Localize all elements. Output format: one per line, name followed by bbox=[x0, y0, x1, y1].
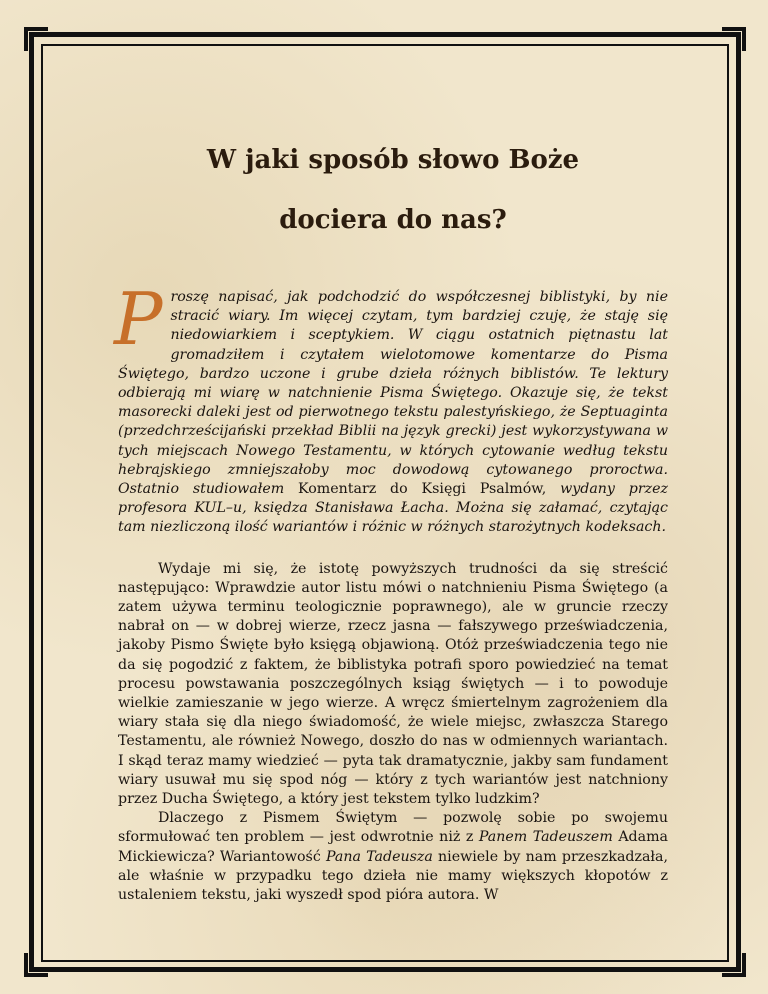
paragraph bbox=[118, 809, 668, 905]
letter-text-2: wydany przez profesora KUL–u, księdza Stanisława Łacha. Można się załamać, czytając tam niezliczoną ilość wariantów i różnic w różnych starożytnych kodeksach. bbox=[118, 481, 669, 536]
reader-letter bbox=[114, 277, 669, 538]
paragraph: Wydaje mi się, że istotę powyższych trudności da się streścić następująco: Wprawdzie autor listu mówi o natchnieniu Pisma Świętego (a zatem używa terminu teologicznie poprawnego), ale w gruncie rzeczy nabrał on — w dobrej wierze, rzecz jasna — fałszywego przeświadczenia, jakoby Pismo Święte było księgą objawioną. Otóż przeświadczenia tego nie da się pogodzić z faktem, że biblistyka potrafi sporo powiedzieć na temat procesu powstawania poszczególnych ksiąg świętych — i to powoduje wielkie zamieszanie w jego wierze. A wręcz śmiertelnym zagrożeniem dla wiary stała się dla niego świadomość, że wiele miejsc, zwłaszcza Starego Testamentu, ale również Nowego, doszło do nas w odmiennych wariantach. I skąd teraz mamy wiedzieć — pyta tak dramatycznie, jakby sam fundament wiary usuwał mu się spod nóg — który z tych wariantów jest natchniony przez Ducha Świętego, a który jest tekstem tylko ludzkim? bbox=[118, 560, 668, 808]
paragraph-text: Dlaczego z Pismem Świętym — pozwolę sobie po swojemu sformułować ten problem — jest odwrotnie niż z bbox=[118, 810, 668, 846]
title-line-2: dociera do nas? bbox=[279, 205, 507, 235]
italic-title: Panem Tadeuszem bbox=[478, 829, 613, 846]
book-title: Komentarz do Księgi Psalmów, bbox=[298, 481, 547, 498]
page-title bbox=[118, 130, 668, 250]
title-line-1: W jaki sposób słowo Boże bbox=[206, 145, 580, 175]
drop-cap: P bbox=[114, 277, 163, 361]
corner-ornament bbox=[24, 953, 48, 977]
article bbox=[114, 130, 669, 905]
corner-ornament bbox=[722, 953, 746, 977]
corner-ornament bbox=[722, 27, 746, 51]
paragraph-text: niewiele by nam przeszkadzała, ale właśnie w przypadku tego dzieła nie mamy większych kłopotów z ustaleniem tekstu, jaki wyszedł spod pióra autora. W bbox=[118, 848, 668, 904]
italic-title: Pana Tadeusza bbox=[326, 848, 433, 865]
paragraph-text: Adama Mickiewicza? Wariantowość bbox=[118, 829, 669, 865]
corner-ornament bbox=[24, 27, 48, 51]
answer-body bbox=[118, 560, 668, 906]
letter-text-1: roszę napisać, jak podchodzić do współczesnej biblistyki, by nie stracić wiary. Im więcej czytam, tym bardziej czuję, że staję się niedowiarkiem i sceptykiem. W ciągu ostatnich piętnastu lat gromadziłem i czytałem wielotomowe komentarze do Pisma Świętego, bardzo uczone i grube dzieła różnych biblistów. Te lektury odbierają mi wiarę w natchnienie Pisma Świętego. Okazuje się, że tekst masorecki daleki jest od pierwotnego tekstu palestyńskiego, że Septuaginta (przedchrześcijański przekład Biblii na język grecki) jest wykorzystywana w tych miejscach Nowego Testamentu, w których cytowanie według tekstu hebrajskiego zmniejszałoby moc dowodową cytowanego proroctwa. Ostatnio studiowałem bbox=[118, 289, 668, 498]
